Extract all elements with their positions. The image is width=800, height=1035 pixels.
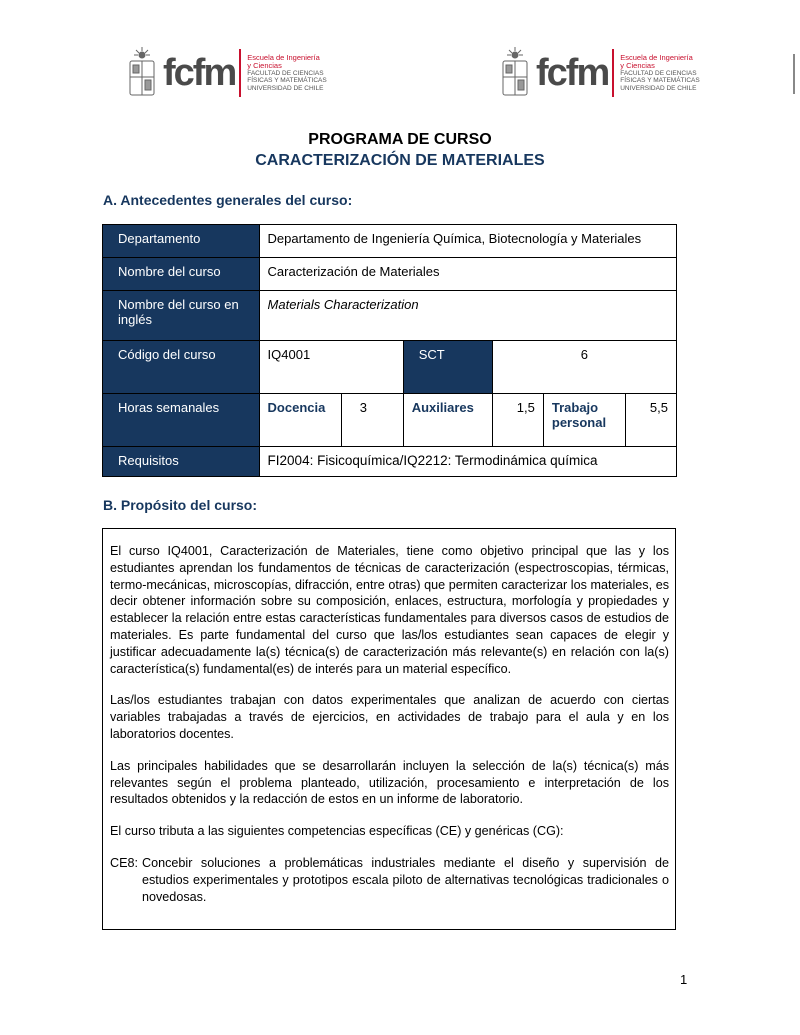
page-number: 1 [680, 972, 688, 987]
fcfm-logo-right [500, 44, 710, 102]
departamento-value: Departamento de Ingeniería Química, Biotecnología y Materiales [259, 225, 676, 258]
docencia-label: Docencia [259, 394, 341, 447]
fcfm-logo-left [127, 44, 337, 102]
purpose-paragraph-1: El curso IQ4001, Caracterización de Materiales, tiene como objetivo principal que las y los estudiantes aprendan los fundamentos de técnicas de caracterización (espectroscopias, térmicas, termo-mecánicas, microscopías, difracción, entre otras) que permiten caracterizar los materiales, es decir obtener información sobre su composición, enlaces, estructura, morfología y propiedades y establecer la relación entre estas características fundamentales para diversos casos de estudios de materiales. Es parte fundamental del curso que las/los estudiantes sean capaces de elegir y justificar adecuadamente la(s) técnica(s) de caracterización más relevante(s) en relación con la(s) característica(s) fundamental(es) de interés para un material específico. [110, 544, 669, 676]
purpose-paragraph-4: El curso tributa a las siguientes competencias específicas (CE) y genéricas (CG): [110, 824, 564, 839]
nombre-ingles-label: Nombre del curso en inglés [103, 291, 260, 341]
section-a-heading: A. Antecedentes generales del curso: [103, 192, 353, 208]
horas-label: Horas semanales [103, 394, 260, 447]
logo-divider [239, 49, 241, 97]
faculty-line-3: UNIVERSIDAD DE CHILE [247, 84, 324, 92]
logo-text [247, 54, 337, 93]
table-row [103, 291, 677, 341]
sct-value: 6 [492, 341, 676, 394]
faculty-line-3: UNIVERSIDAD DE CHILE [620, 84, 697, 92]
departamento-label: Departamento [103, 225, 260, 258]
course-title: CARACTERIZACIÓN DE MATERIALES [255, 152, 545, 169]
trabajo-value: 5,5 [625, 394, 676, 447]
school-line-2: y Ciencias [620, 60, 655, 70]
table-row [103, 394, 677, 447]
fcfm-wordmark: fcfm [536, 52, 609, 94]
table-row [103, 447, 677, 477]
university-shield-icon [127, 47, 157, 99]
nombre-label: Nombre del curso [103, 258, 260, 291]
sct-label: SCT [403, 341, 492, 394]
codigo-label: Código del curso [103, 341, 260, 394]
purpose-box [102, 528, 676, 930]
ce8-text: Concebir soluciones a problemáticas industriales mediante el diseño y supervisión de estudios experimentales y prototipos escala piloto de alternativas tecnológicas tradicionales o novedosas. [142, 855, 669, 904]
nombre-ingles-value: Materials Characterization [259, 291, 676, 341]
requisitos-value: FI2004: Fisicoquímica/IQ2212: Termodinámica química [259, 447, 676, 477]
cropped-logo-edge [793, 54, 800, 94]
competency-ce8 [110, 855, 669, 905]
docencia-value: 3 [341, 394, 403, 447]
trabajo-label: Trabajo personal [543, 394, 625, 447]
logo-divider [612, 49, 614, 97]
school-line-1: Escuela de Ingeniería [620, 52, 693, 62]
fcfm-wordmark: fcfm [163, 52, 236, 94]
school-line-1: Escuela de Ingeniería [247, 52, 320, 62]
auxiliares-label: Auxiliares [403, 394, 492, 447]
faculty-line-2: FÍSICAS Y MATEMÁTICAS [247, 77, 327, 85]
table-row [103, 258, 677, 291]
purpose-paragraph-3: Las principales habilidades que se desarrollarán incluyen la selección de la(s) técnica(s) más relevantes según el problema planteado, utilización, procesamiento e interpretación de los resultados obtenidos y la redacción de estos en un informe de laboratorio. [110, 758, 669, 807]
ce8-code: CE8: [110, 855, 138, 870]
requisitos-label: Requisitos [103, 447, 260, 477]
table-row [103, 225, 677, 258]
auxiliares-value: 1,5 [492, 394, 543, 447]
codigo-value: IQ4001 [259, 341, 403, 394]
logo-text [620, 54, 710, 93]
faculty-line-1: FACULTAD DE CIENCIAS [247, 69, 324, 77]
nombre-value: Caracterización de Materiales [259, 258, 676, 291]
school-line-2: y Ciencias [247, 60, 282, 70]
page-title: PROGRAMA DE CURSO [308, 131, 492, 148]
table-row [103, 341, 677, 394]
faculty-line-1: FACULTAD DE CIENCIAS [620, 69, 697, 77]
university-shield-icon [500, 47, 530, 99]
section-b-heading: B. Propósito del curso: [103, 497, 258, 513]
course-info-table [102, 224, 677, 477]
faculty-line-2: FÍSICAS Y MATEMÁTICAS [620, 77, 700, 85]
purpose-paragraph-2: Las/los estudiantes trabajan con datos experimentales que analizan de acuerdo con ciertas variables trabajadas a través de ejercicios, en actividades de trabajo para el aula y en los laboratorios docentes. [110, 693, 669, 741]
